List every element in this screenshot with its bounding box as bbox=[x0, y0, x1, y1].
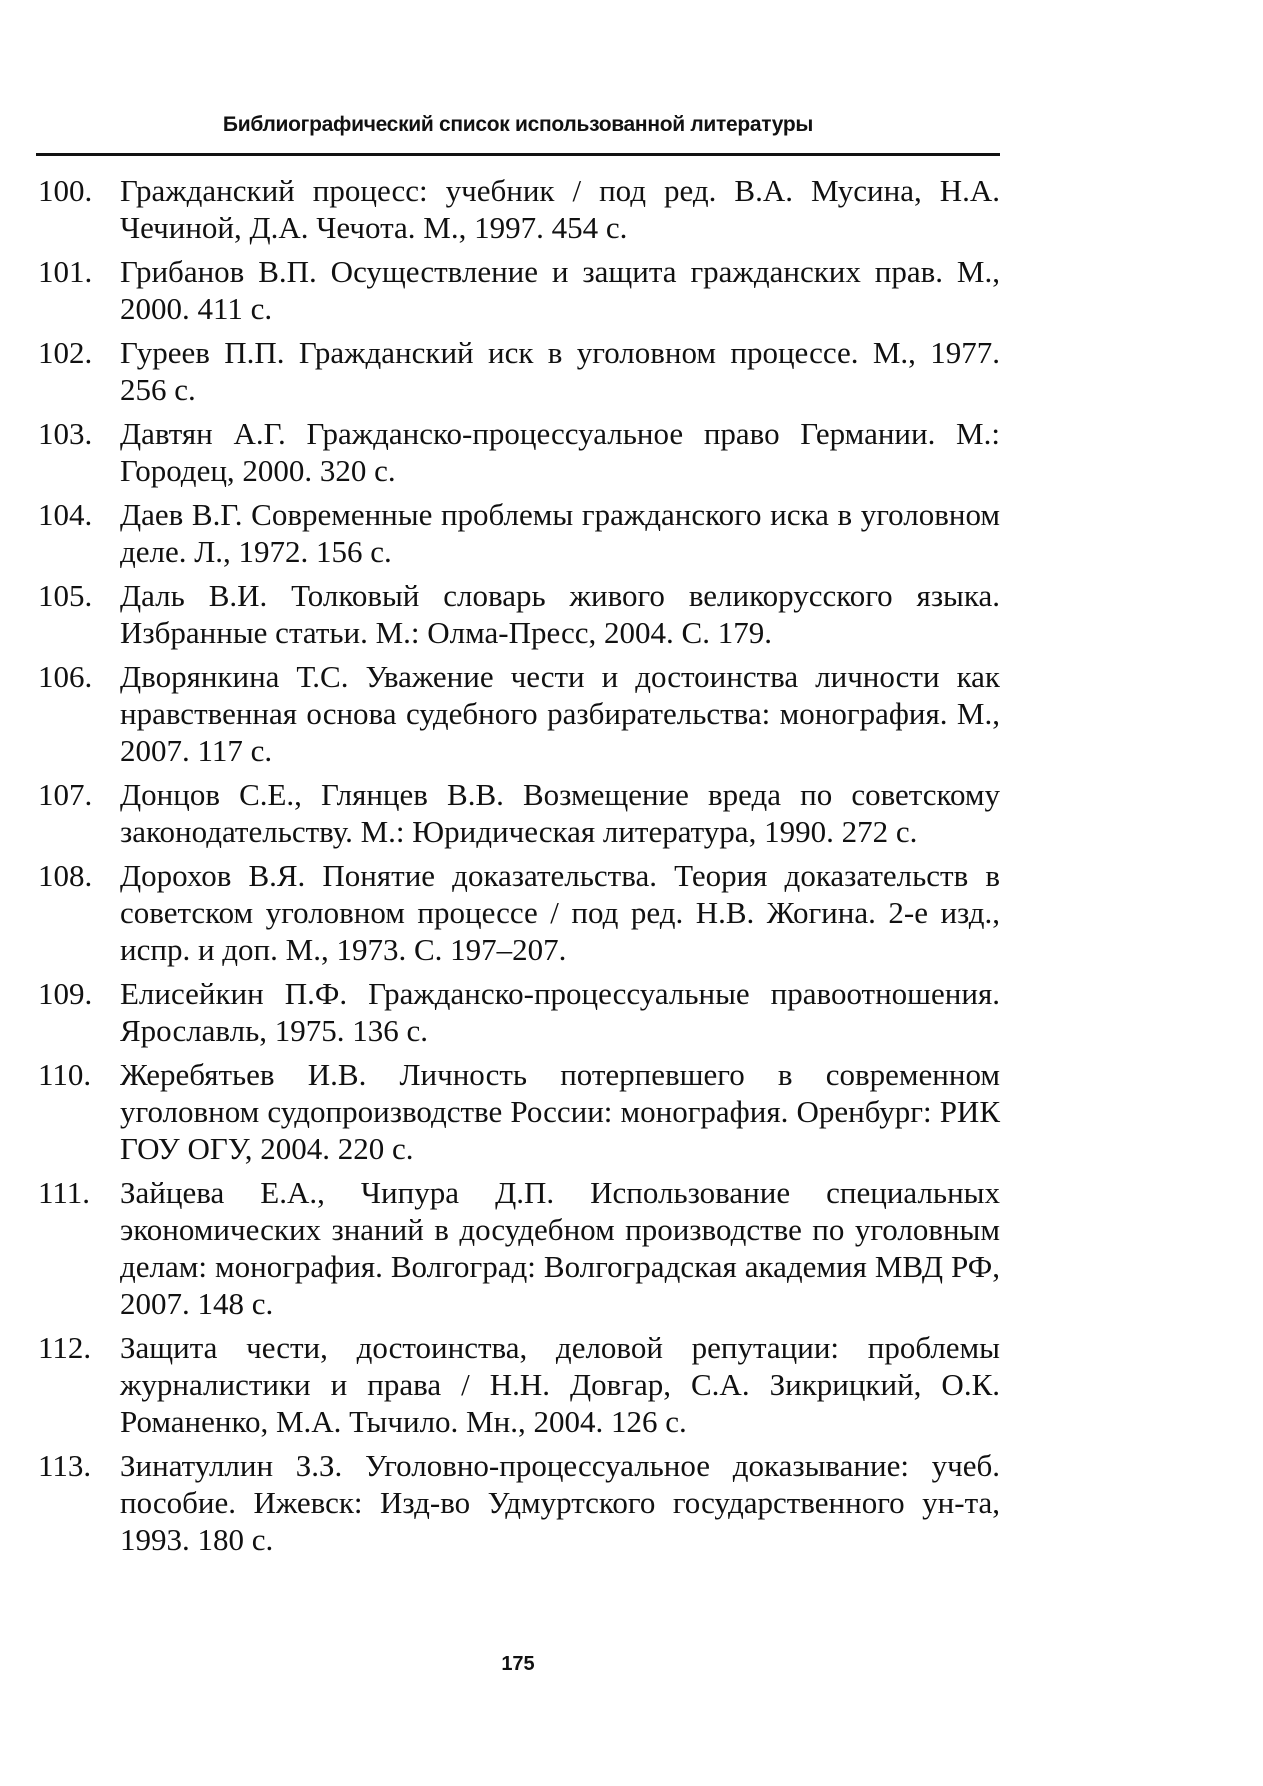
reference-text: Даль В.И. Толковый словарь живого великорусского языка. Избранные статьи. М.: Олма-Пресс, 2004. С. 179. bbox=[120, 578, 1000, 650]
reference-text: Защита чести, достоинства, деловой репутации: проблемы журналистики и права / Н.Н. Довгар, С.А. Зикрицкий, О.К. Романенко, М.А. Тычило. Мн., 2004. 126 с. bbox=[120, 1330, 1000, 1439]
reference-item bbox=[38, 1329, 1000, 1440]
reference-text: Елисейкин П.Ф. Гражданско-процессуальные правоотношения. Ярославль, 1975. 136 с. bbox=[120, 976, 1000, 1048]
reference-number: 111. bbox=[38, 1175, 90, 1210]
header-rule bbox=[36, 153, 1000, 156]
reference-item bbox=[38, 658, 1000, 769]
running-header: Библиографический список использованной литературы bbox=[222, 113, 814, 136]
reference-text: Грибанов В.П. Осуществление и защита гражданских прав. М., 2000. 411 с. bbox=[120, 254, 1000, 326]
reference-list bbox=[38, 172, 1000, 1565]
reference-number: 106. bbox=[38, 659, 93, 694]
reference-number: 112. bbox=[38, 1330, 92, 1365]
reference-text: Донцов С.Е., Глянцев В.В. Возмещение вреда по советскому законодательству. М.: Юридическая литература, 1990. 272 с. bbox=[120, 777, 1000, 849]
reference-number: 104. bbox=[38, 497, 93, 532]
reference-item bbox=[38, 1174, 1000, 1322]
reference-item bbox=[38, 857, 1000, 968]
reference-number: 100. bbox=[38, 173, 93, 208]
reference-number: 107. bbox=[38, 777, 93, 812]
reference-text: Дворянкина Т.С. Уважение чести и достоинства личности как нравственная основа судебного разбирательства: монография. М., 2007. 117 с. bbox=[120, 659, 1000, 768]
reference-item bbox=[38, 1056, 1000, 1167]
reference-number: 113. bbox=[38, 1448, 92, 1483]
reference-text: Зайцева Е.А., Чипура Д.П. Использование специальных экономических знаний в досудебном производстве по уголовным делам: монография. Волгоград: Волгоградская академия МВД РФ, 2007. 148 с. bbox=[120, 1175, 1000, 1321]
reference-text: Дорохов В.Я. Понятие доказательства. Теория доказательств в советском уголовном процессе / под ред. Н.В. Жогина. 2-е изд., испр. и доп. М., 1973. С. 197–207. bbox=[120, 858, 1000, 967]
reference-text: Жеребятьев И.В. Личность потерпевшего в современном уголовном судопроизводстве России: монография. Оренбург: РИК ГОУ ОГУ, 2004. 220 с. bbox=[120, 1057, 1000, 1166]
page-number: 175 bbox=[501, 1653, 535, 1675]
reference-item bbox=[38, 1447, 1000, 1558]
reference-text: Зинатуллин З.З. Уголовно-процессуальное доказывание: учеб. пособие. Ижевск: Изд-во Удмуртского государственного ун-та, 1993. 180 с. bbox=[120, 1448, 1000, 1557]
reference-item bbox=[38, 776, 1000, 850]
reference-number: 110. bbox=[38, 1057, 92, 1092]
reference-item bbox=[38, 577, 1000, 651]
reference-text: Гуреев П.П. Гражданский иск в уголовном процессе. М., 1977. 256 с. bbox=[120, 335, 1000, 407]
reference-item bbox=[38, 334, 1000, 408]
reference-number: 108. bbox=[38, 858, 93, 893]
reference-item bbox=[38, 172, 1000, 246]
reference-item bbox=[38, 975, 1000, 1049]
reference-number: 103. bbox=[38, 416, 93, 451]
reference-text: Гражданский процесс: учебник / под ред. В.А. Мусина, Н.А. Чечиной, Д.А. Чечота. М., 1997. 454 с. bbox=[120, 173, 1000, 245]
reference-number: 109. bbox=[38, 976, 93, 1011]
reference-number: 101. bbox=[38, 254, 93, 289]
reference-item bbox=[38, 253, 1000, 327]
reference-item bbox=[38, 496, 1000, 570]
reference-item bbox=[38, 415, 1000, 489]
reference-text: Давтян А.Г. Гражданско-процессуальное право Германии. М.: Городец, 2000. 320 с. bbox=[120, 416, 1000, 488]
reference-number: 105. bbox=[38, 578, 93, 613]
reference-text: Даев В.Г. Современные проблемы гражданского иска в уголовном деле. Л., 1972. 156 с. bbox=[120, 497, 1000, 569]
reference-number: 102. bbox=[38, 335, 93, 370]
